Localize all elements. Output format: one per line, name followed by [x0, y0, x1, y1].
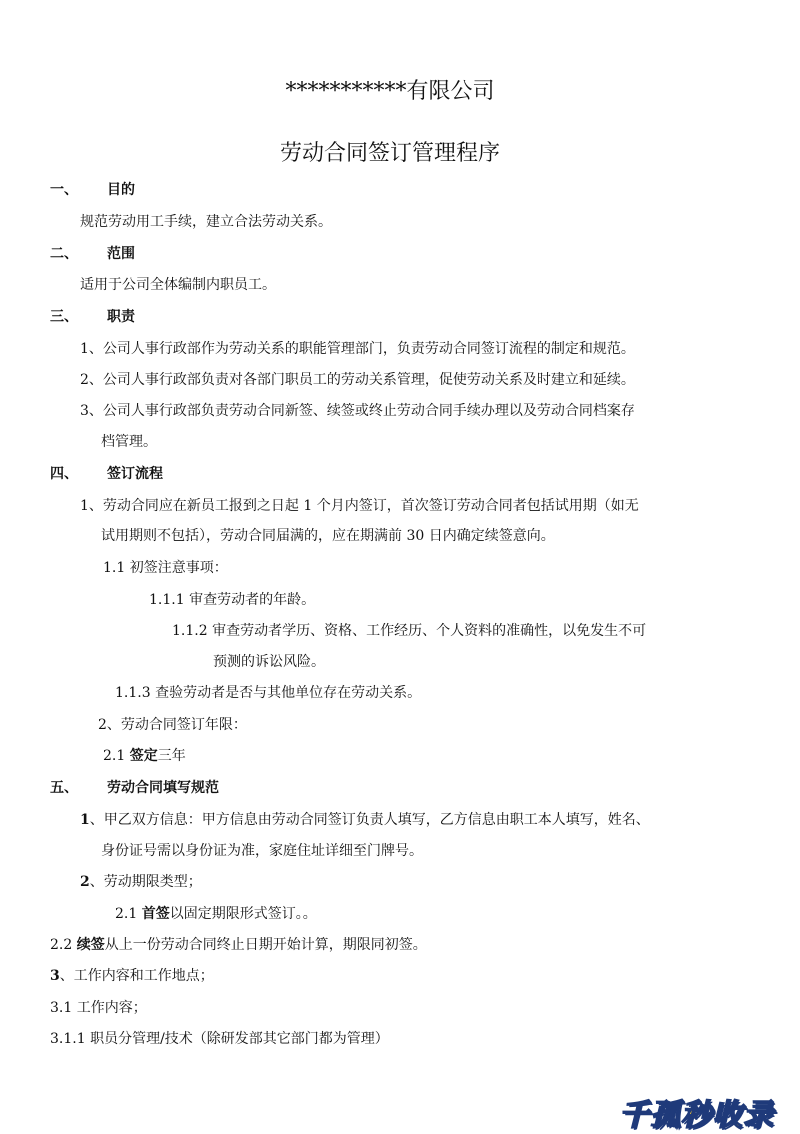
section-3-item: 1、公司人事行政部作为劳动关系的职能管理部门，负责劳动合同签订流程的制定和规范。 — [80, 341, 635, 357]
section-5-item-3 — [50, 966, 214, 986]
item-text: 三年 — [157, 748, 186, 764]
section-5-item-2 — [80, 872, 202, 892]
bold-term: 首签 — [141, 906, 170, 922]
section-4-para-1-continued: 试用期则不包括），劳动合同届满的，应在期满前 30 日内确定续签意向。 — [101, 528, 555, 544]
section-5-title: 劳动合同填写规范 — [107, 780, 219, 796]
section-4-title: 签订流程 — [107, 466, 163, 482]
section-3-item: 2、公司人事行政部负责对各部门职员工的劳动关系管理，促使劳动关系及时建立和延续。 — [80, 372, 635, 388]
section-5-item-3-1-1: 3.1.1 职员分管理/技术（除研发部其它部门都为管理） — [50, 1031, 389, 1047]
section-4-item-1-1-2-continued: 预测的诉讼风险。 — [213, 654, 325, 670]
section-5-item-1 — [80, 810, 650, 830]
section-5-item-2-2 — [50, 935, 427, 955]
item-number: 3 — [50, 968, 60, 984]
watermark-logo: 千孤秒收录 — [619, 1098, 774, 1133]
item-number: 2 — [80, 874, 90, 890]
section-4-item-2: 2、劳动合同签订年限： — [98, 717, 247, 733]
section-1-body: 规范劳动用工手续，建立合法劳动关系。 — [80, 214, 332, 230]
section-3-item-continued: 档管理。 — [101, 434, 157, 450]
section-3-number: 三、 — [50, 309, 78, 325]
section-4-item-1-1-2: 1.1.2 审查劳动者学历、资格、工作经历、个人资料的准确性，以免发生不可 — [172, 623, 647, 639]
company-title: ***********有限公司 — [285, 79, 495, 104]
section-1-number: 一、 — [50, 182, 78, 198]
item-number: 1 — [80, 812, 90, 828]
section-4-para-1: 1、劳动合同应在新员工报到之日起 1 个月内签订，首次签订劳动合同者包括试用期（如无 — [80, 498, 639, 514]
section-5-item-3-1: 3.1 工作内容； — [50, 1000, 147, 1016]
item-text: 、工作内容和工作地点； — [59, 968, 214, 984]
item-number: 2.1 — [103, 748, 130, 764]
section-2-title: 范围 — [107, 246, 135, 262]
item-number: 2.2 — [50, 937, 77, 953]
bold-term: 续签 — [76, 937, 105, 953]
document-title: 劳动合同签订管理程序 — [279, 141, 500, 166]
section-3-title: 职责 — [107, 309, 135, 325]
section-5-item-1-continued: 身份证号需以身份证为准，家庭住址详细至门牌号。 — [101, 843, 423, 859]
section-2-body: 适用于公司全体编制内职员工。 — [80, 277, 276, 293]
section-4-number: 四、 — [50, 466, 78, 482]
section-4-item-1-1-1: 1.1.1 审查劳动者的年龄。 — [149, 592, 316, 608]
section-3-item: 3、公司人事行政部负责劳动合同新签、续签或终止劳动合同手续办理以及劳动合同档案存 — [80, 403, 635, 419]
section-2-number: 二、 — [50, 246, 78, 262]
item-text: 、劳动期限类型； — [89, 874, 202, 890]
section-1-title: 目的 — [107, 182, 135, 198]
item-text: 从上一份劳动合同终止日期开始计算，期限同初签。 — [104, 937, 427, 953]
bold-term: 签定 — [129, 748, 158, 764]
section-5-number: 五、 — [50, 780, 78, 796]
section-4-item-1-1-3: 1.1.3 查验劳动者是否与其他单位存在劳动关系。 — [115, 685, 422, 701]
item-text: 、甲乙双方信息：甲方信息由劳动合同签订负责人填写，乙方信息由职工本人填写，姓名、 — [89, 812, 650, 828]
section-4-item-1-1: 1.1 初签注意事项： — [103, 560, 228, 576]
item-number: 2.1 — [115, 906, 142, 922]
section-4-item-2-1 — [103, 746, 186, 766]
item-text: 以固定期限形式签订。。 — [169, 906, 317, 922]
section-5-item-2-1 — [115, 904, 317, 924]
